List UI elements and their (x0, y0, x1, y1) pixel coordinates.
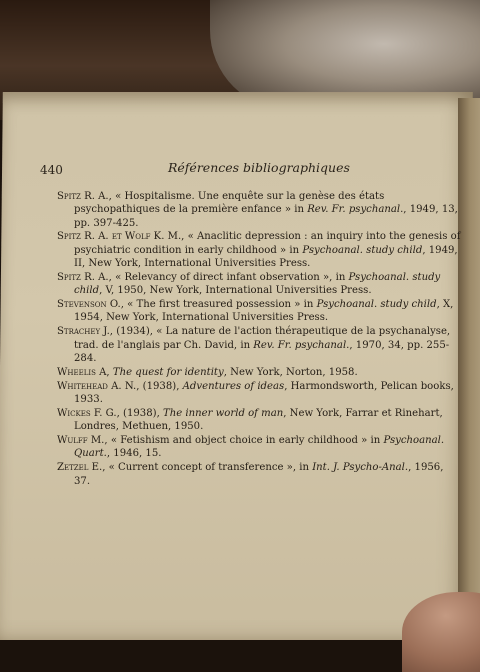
reference-author: Whitehead A. N., (57, 380, 140, 392)
reference-author: Spitz R. A. et Wolf K. M., (57, 231, 185, 243)
reference-author: Spitz R. A., (57, 191, 112, 202)
reference-text: , New York, Norton, 1958. (223, 366, 358, 378)
reference-title: Rev. Fr. psychanal. (253, 339, 350, 351)
reference-title: Int. J. Psycho-Anal. (312, 462, 409, 474)
reference-title: Psychoanal. study child (74, 271, 441, 297)
reference-author: Strachey J., (57, 326, 113, 338)
page-header (40, 160, 460, 180)
reference-title: Psychoanal. Quart. (74, 435, 445, 460)
reference-title: Psychoanal. study child (302, 244, 423, 256)
reference-entry (57, 407, 461, 434)
reference-text: « Current concept of transference », in (105, 462, 313, 474)
reference-author: Spitz R. A., (57, 271, 112, 283)
reference-author: Wheelis A, (57, 366, 110, 378)
reference-entry (57, 325, 461, 365)
reference-text: , V, 1950, New York, International Universities Press. (99, 285, 372, 297)
reference-text: , 1970, 34, pp. 255-284. (74, 339, 450, 364)
reference-entry (57, 461, 461, 488)
reference-text: , New York, Farrar et Rinehart, Londres, Methuen, 1950. (74, 407, 443, 433)
reference-text: , 1946, 15. (106, 448, 162, 460)
reference-text: « Anaclitic depression : an inquiry into the genesis of psychiatric condition in early childhood » in (74, 231, 461, 256)
reference-title: Rev. Fr. psychanal. (307, 204, 404, 216)
reference-title: The quest for identity (112, 366, 224, 378)
reference-text: , 1949, II, New York, International Universities Press. (74, 244, 458, 270)
reference-text: (1934), « La nature de l'action thérapeutique de la psychanalyse, trad. de l'anglais par Ch. David, in (74, 326, 451, 351)
reference-author: Wickes F. G., (57, 407, 120, 419)
reference-text: « Fetishism and object choice in early childhood » in (107, 435, 384, 447)
reference-author: Wulff M., (57, 435, 108, 447)
reference-text: « Relevancy of direct infant observation », in (111, 271, 349, 283)
reference-title: The inner world of man (163, 407, 284, 419)
reference-text: (1938), (119, 407, 164, 419)
reference-text: , Harmondsworth, Pelican books, 1933. (74, 380, 454, 406)
reference-text: (1938), (139, 380, 183, 392)
reference-entry (57, 271, 461, 298)
reference-list (57, 190, 461, 488)
running-title: Références bibliographiques (168, 160, 350, 175)
reference-text: , X, 1954, New York, International Universities Press. (74, 299, 454, 324)
reference-title: Psychoanal. study child (316, 299, 437, 311)
reference-text: « The first treasured possession » in (123, 299, 317, 311)
next-page-edge (458, 98, 480, 640)
reference-title: Adventures of ideas (182, 380, 285, 392)
reference-text: « Hospitalisme. Une enquête sur la genèse des états psychopathiques de la première enfance » in (74, 191, 385, 216)
page-number: 440 (40, 163, 63, 177)
reference-entry (57, 230, 461, 270)
reference-entry (57, 380, 461, 407)
reference-text: , 1949, 13, pp. 397-425. (74, 204, 458, 229)
reference-entry (57, 434, 461, 461)
reference-author: Stevenson O., (57, 299, 124, 311)
reference-entry (57, 190, 461, 230)
reference-entry (57, 366, 461, 379)
reference-text: , 1956, 37. (74, 462, 444, 487)
reference-author: Zetzel E., (57, 462, 106, 474)
reference-entry (57, 298, 461, 325)
